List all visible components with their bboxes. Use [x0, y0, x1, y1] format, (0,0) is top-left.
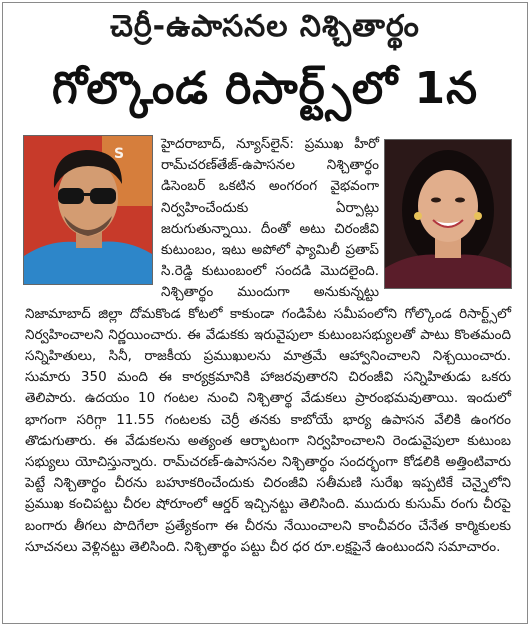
article-text: హైదరాబాద్, న్యూస్‌లైన్: ప్రముఖ హీరో రామ్‌చరణ్‌తేజ్-ఉపాసనల నిశ్చితార్థం డిసెంబర్ ఒకటిన అంగరంగ వైభవంగా నిర్వహించేందుకు ఏర్పాట్లు జరుగుతున్నాయి. దీంతో అటు చిరంజీవి కుటుంబం, ఇటు అపోలో ఫ్యామిలీ ప్రతాప్ సి.రెడ్డి కుటుంబంలో సందడి మొదలైంది. నిశ్చితార్థం ముందుగా అనుకున్నట్టు నిజామాబాద్ జిల్లా దోమకొండ కోటలో కాకుండా గండిపేట సమీపంలోని గోల్కొండ రిసార్ట్స్‌లో నిర్వహించాలని నిర్ణయించారు. ఈ వేడుకకు ఇరువైపులా కుటుంబసభ్యులతో పాటు కొంతమంది సన్నిహితులు, సినీ, రాజకీయ ప్రముఖులను మాత్రమే ఆహ్వానించాలని నిశ్చయించారు. సుమారు 350 మంది ఈ కార్యక్రమానికి హాజరవుతారని చిరంజీవి సన్నిహితుడు ఒకరు తెలిపారు. ఉదయం 10 గంటల నుంచి నిశ్చితార్థ వేడుకలు ప్రారంభమవుతాయి. ఇందులో భాగంగా సరిగ్గా 11.55 గంటలకు చెర్రీ తనకు కాబోయే భార్య ఉపాసన వేలికి ఉంగరం తొడుగుతారు. ఈ వేడుకలను అత్యంత ఆర్భాటంగా నిర్వహించాలని రెండువైపులా కుటుంబ సభ్యులు యోచిస్తున్నారు. రామ్‌చరణ్-ఉపాసనల నిశ్చితార్థం సందర్భంగా కోడలికి అత్తింటివారు పెట్టే నిశ్చితార్థం చీరను బహూకరించేందుకు చిరంజీవి సతీమణి సురేఖ ఇప్పటికే చెన్నైలోని ప్రముఖ కంచిపట్టు చీరల షోరూంలో ఆర్డర్ ఇచ్చినట్టు తెలిసింది. ముదురు కుసుమ్ రంగు చీరపై బంగారు తీగలు పొదిగేలా ప్రత్యేకంగా ఈ చీరను నేయించాలని కాంచీవరం చేనేత కార్మికులకు సూచనలు వెళ్లినట్టు తెలిసింది. నిశ్చితార్థం పట్టు చీర ధర రూ.లక్షపైనే ఉంటుందని సమాచారం.: [25, 136, 511, 555]
left-photo-space: [25, 134, 161, 284]
svg-text:S: S: [114, 146, 125, 162]
headline-line-1: చెర్రీ-ఉపాసనల నిశ్చితార్థం: [110, 9, 420, 44]
article-body: [25, 134, 511, 558]
right-photo-space: [379, 134, 511, 288]
newspaper-clipping: [2, 2, 528, 624]
headline-line-2: గోల్కొండ రిసార్ట్స్‌లో 1న: [52, 63, 478, 114]
